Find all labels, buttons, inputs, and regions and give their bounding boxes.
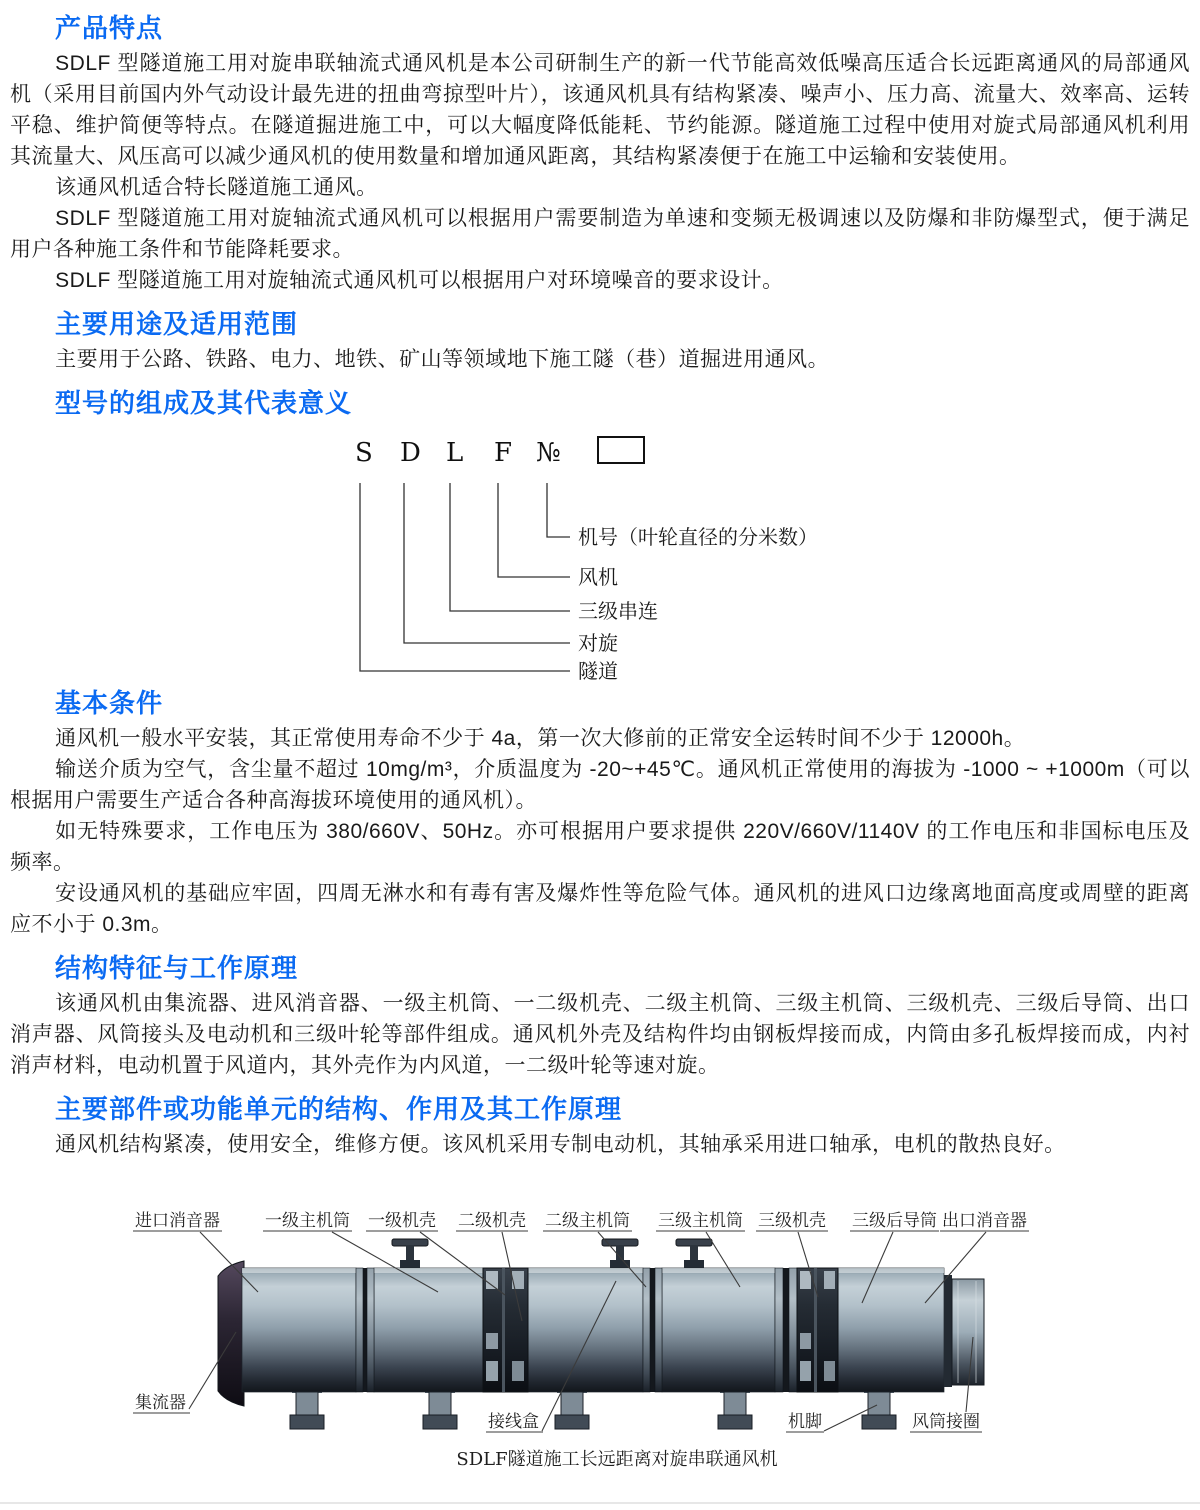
outlet-recess bbox=[944, 1275, 952, 1387]
fan-diagram-caption: SDLF隧道施工长远距离对旋串联通风机 bbox=[456, 1449, 778, 1470]
label-duct-ring: 风筒接圈 bbox=[912, 1412, 980, 1432]
paragraph: 输送介质为空气，含尘量不超过 10mg/m³，介质温度为 -20~+45℃。通风机正常使用的海拔为 -1000 ~ +1000m（可以根据用户需要生产适合各种高海拔环境使用的通风机）。 bbox=[10, 758, 1190, 812]
heading-main-components: 主要部件或功能单元的结构、作用及其工作原理 bbox=[55, 1094, 623, 1124]
label-stage2-casing: 二级机壳 bbox=[458, 1211, 526, 1231]
model-meaning-three-stage: 三级串连 bbox=[578, 601, 658, 623]
model-meaning-fan: 风机 bbox=[578, 567, 618, 589]
label-stage1-main-barrel: 一级主机筒 bbox=[265, 1211, 350, 1231]
heading-structure-principle: 结构特征与工作原理 bbox=[55, 953, 299, 983]
paragraph: 该通风机适合特长隧道施工通风。 bbox=[55, 176, 378, 199]
model-code-connectors bbox=[360, 483, 570, 671]
fan-diagram-svg bbox=[0, 1195, 1200, 1510]
paragraph: 如无特殊要求，工作电压为 380/660V、50Hz。亦可根据用户要求提供 220V/660V/1140V 的工作电压和非国标电压及频率。 bbox=[10, 820, 1190, 874]
heading-main-uses: 主要用途及适用范围 bbox=[55, 309, 299, 339]
bell-mouth-shape bbox=[218, 1261, 244, 1406]
model-code-letter-f: F bbox=[494, 438, 513, 468]
paragraph: 通风机结构紧凑，使用安全，维修方便。该风机采用专制电动机，其轴承采用进口轴承，电机的散热良好。 bbox=[55, 1133, 1066, 1156]
label-outlet-silencer: 出口消音器 bbox=[942, 1211, 1027, 1231]
paragraph: 通风机一般水平安装，其正常使用寿命不少于 4a，第一次大修前的正常安全运转时间不少于 12000h。 bbox=[55, 727, 1026, 750]
paragraph: SDLF 型隧道施工用对旋串联轴流式通风机是本公司研制生产的新一代节能高效低噪高压适合长远距离通风的局部通风机（采用目前国内外气动设计最先进的扭曲弯掠型叶片），该通风机具有结构紧凑、噪声小、压力高、流量大、效率高、运转平稳、维护简便等特点。在隧道掘进施工中，可以大幅度降低能耗、节约能源。隧道施工过程中使用对旋式局部通风机利用其流量大、风压高可以减少通风机的使用数量和增加通风距离，其结构紧凑便于在施工中运输和安装使用。 bbox=[10, 52, 1190, 168]
model-code-diagram bbox=[10, 423, 1190, 683]
paragraph: 该通风机由集流器、进风消音器、一级主机筒、一二级机壳、二级主机筒、三级主机筒、三级机壳、三级后导筒、出口消声器、风筒接头及电动机和三级叶轮等部件组成。通风机外壳及结构件均由钢板焊接而成，内筒由多孔板焊接而成，内衬消声材料，电动机置于风道内，其外壳作为内风道，一二级叶轮等速对旋。 bbox=[10, 992, 1190, 1077]
heading-model-composition: 型号的组成及其代表意义 bbox=[55, 388, 353, 418]
casing-cluster-2 bbox=[797, 1268, 838, 1392]
fan-illustration bbox=[189, 1232, 986, 1431]
fan-barrel-sections bbox=[242, 1268, 944, 1392]
label-stage3-rear-guide: 三级后导筒 bbox=[852, 1211, 937, 1231]
model-meaning-tunnel: 隧道 bbox=[578, 661, 618, 683]
barrel-top-highlights bbox=[242, 1268, 944, 1273]
model-code-letter-d: D bbox=[400, 438, 421, 468]
label-stage2-main-barrel: 二级主机筒 bbox=[545, 1211, 630, 1231]
fan-top-handles bbox=[392, 1239, 712, 1268]
label-stage1-casing: 一级机壳 bbox=[368, 1211, 436, 1231]
label-machine-foot: 机脚 bbox=[788, 1412, 822, 1432]
paragraph: 安设通风机的基础应牢固，四周无淋水和有毒有害及爆炸性等危险气体。通风机的进风口边缘离地面高度或周壁的距离应不小于 0.3m。 bbox=[10, 882, 1190, 936]
paragraph: 主要用于公路、铁路、电力、地铁、矿山等领域地下施工隧（巷）道掘进用通风。 bbox=[55, 348, 830, 371]
model-meaning-contra-rotating: 对旋 bbox=[578, 633, 618, 655]
paragraph: SDLF 型隧道施工用对旋轴流式通风机可以根据用户需要制造为单速和变频无极调速以及防爆和非防爆型式，便于满足用户各种施工条件和节能降耗要求。 bbox=[10, 207, 1190, 261]
label-stage3-main-barrel: 三级主机筒 bbox=[658, 1211, 743, 1231]
fan-technical-diagram bbox=[0, 1195, 1200, 1510]
model-code-letter-s: S bbox=[355, 438, 373, 468]
casing-cluster-1 bbox=[483, 1268, 528, 1392]
page-bottom-divider bbox=[0, 1502, 1200, 1504]
label-inlet-silencer: 进口消音器 bbox=[135, 1211, 220, 1231]
label-junction-box: 接线盒 bbox=[488, 1412, 539, 1432]
model-code-letter-no: № bbox=[536, 438, 561, 468]
fan-top-labels bbox=[133, 1211, 1029, 1231]
duct-ring-shape bbox=[952, 1279, 984, 1385]
label-stage3-casing: 三级机壳 bbox=[758, 1211, 826, 1231]
document-content bbox=[0, 12, 1200, 1160]
model-meaning-size: 机号（叶轮直径的分米数） bbox=[578, 527, 818, 549]
label-collector: 集流器 bbox=[135, 1393, 186, 1413]
heading-product-features: 产品特点 bbox=[55, 13, 164, 43]
paragraph: SDLF 型隧道施工用对旋轴流式通风机可以根据用户对环境噪音的要求设计。 bbox=[55, 269, 784, 292]
model-size-box bbox=[598, 437, 644, 463]
model-code-letter-l: L bbox=[446, 438, 464, 468]
model-code-svg bbox=[10, 423, 1200, 681]
heading-basic-conditions: 基本条件 bbox=[55, 688, 164, 718]
